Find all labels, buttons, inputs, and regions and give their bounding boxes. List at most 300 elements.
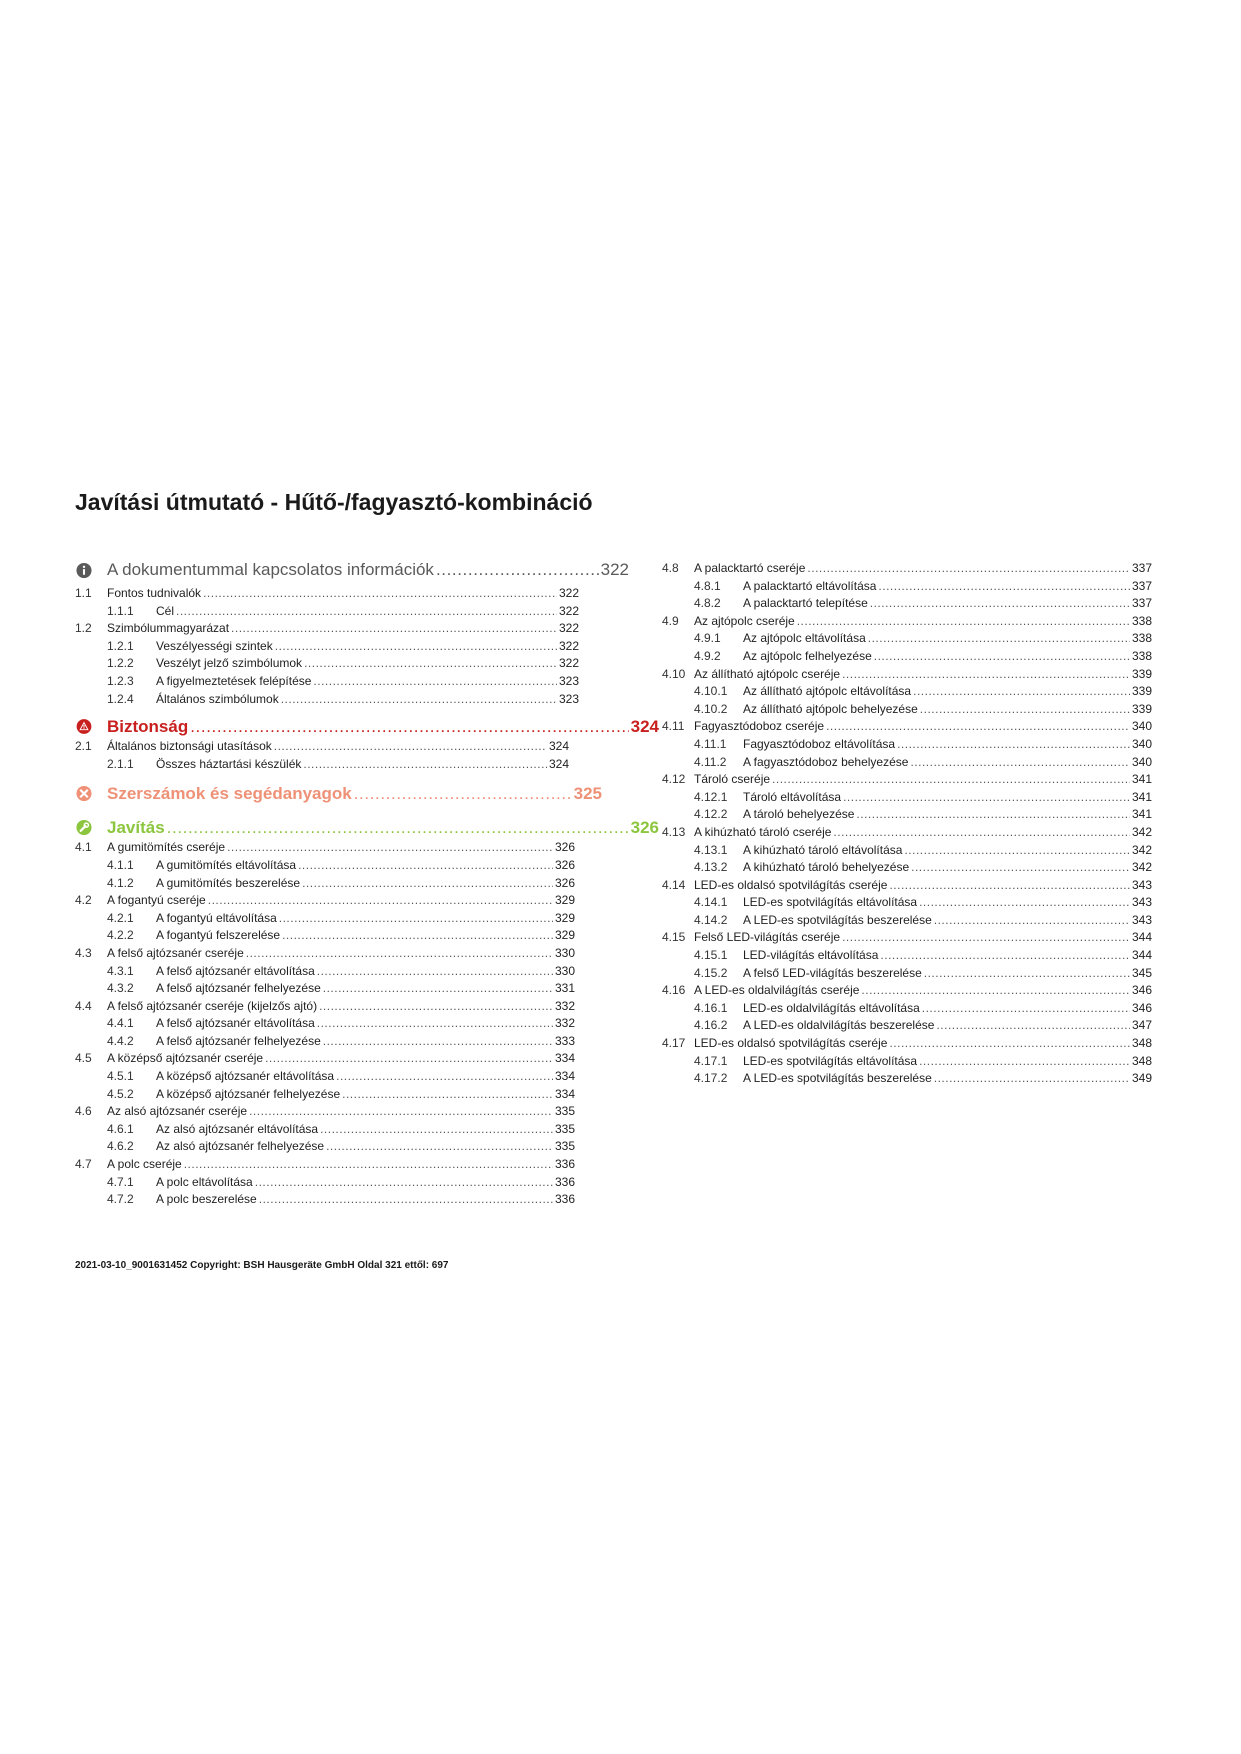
entry-page: 348 [1131, 1053, 1152, 1068]
toc-entry[interactable] [75, 840, 655, 858]
leader-dots [913, 684, 1130, 698]
entry-number: 4.5 [75, 1051, 92, 1066]
entry-title: A fogantyú felszerelése [156, 928, 281, 943]
toc-entry[interactable] [75, 911, 655, 929]
toc-entry[interactable] [662, 1001, 1172, 1019]
entry-page: 336 [554, 1174, 575, 1189]
toc-entry[interactable] [75, 981, 655, 999]
leader-dots [282, 928, 553, 942]
leader-dots [231, 621, 557, 635]
entry-page: 343 [1131, 895, 1152, 910]
entry-title: LED-es spotvilágítás eltávolítása [743, 895, 918, 910]
entry-title: A fogantyú cseréje [107, 893, 206, 908]
toc-entry[interactable] [662, 561, 1172, 579]
entry-page: 329 [554, 893, 575, 908]
leader-dots [842, 930, 1130, 944]
toc-entry[interactable] [75, 1051, 655, 1069]
leader-dots [184, 1157, 553, 1171]
entry-title: A polc eltávolítása [156, 1174, 253, 1189]
entry-title: A LED-es oldalvilágítás cseréje [694, 983, 860, 998]
entry-number: 4.17 [662, 1036, 686, 1051]
entry-page: 326 [554, 875, 575, 890]
entry-number: 4.8.1 [694, 578, 721, 593]
entry-number: 4.13.2 [694, 860, 728, 875]
toc-entry[interactable] [662, 790, 1172, 808]
toc-entry[interactable] [75, 999, 655, 1017]
entry-number: 4.11.2 [694, 754, 727, 769]
toc-entry[interactable] [75, 604, 655, 622]
entry-page: 340 [1131, 736, 1152, 751]
entry-title: Az alsó ajtózsanér eltávolítása [156, 1121, 319, 1136]
entry-page: 330 [554, 945, 575, 960]
toc-entry[interactable] [662, 719, 1172, 737]
entry-number: 4.4.1 [107, 1016, 134, 1031]
chapter-info[interactable] [75, 560, 655, 586]
info-icon [76, 562, 92, 578]
leader-dots [354, 784, 572, 804]
toc-entry[interactable] [75, 893, 655, 911]
entry-page: 345 [1131, 965, 1152, 980]
safety-entries [75, 739, 655, 774]
chapter-safety[interactable] [75, 717, 659, 739]
leader-dots [303, 757, 547, 771]
entry-title: Szimbólummagyarázat [107, 621, 230, 636]
entry-page: 338 [1131, 648, 1152, 663]
leader-dots [934, 913, 1130, 927]
chapter-tools[interactable] [75, 784, 655, 806]
entry-title: A palacktartó cseréje [694, 561, 806, 575]
leader-dots [797, 614, 1130, 628]
entry-title: LED-világítás eltávolítása [743, 948, 879, 963]
entry-page: 344 [1131, 930, 1152, 945]
chapter-title: Javítás [107, 818, 165, 838]
entry-page: 347 [1131, 1018, 1152, 1033]
toc-entry[interactable] [662, 649, 1172, 667]
entry-title: Tároló cseréje [694, 772, 771, 787]
repair-entries-right [662, 561, 1172, 1089]
entry-number: 4.7 [75, 1157, 92, 1172]
leader-dots [313, 674, 557, 688]
entry-title: A felső ajtózsanér cseréje (kijelzős ajtó) [107, 998, 318, 1013]
leader-dots [323, 1034, 553, 1048]
leader-dots [227, 840, 553, 854]
entry-number: 4.8 [662, 561, 679, 575]
entry-number: 4.2 [75, 893, 92, 908]
toc-entry[interactable] [75, 1087, 655, 1105]
entry-title: A LED-es spotvilágítás beszerelése [743, 912, 932, 927]
leader-dots [249, 1104, 553, 1118]
entry-page: 341 [1131, 807, 1152, 822]
entry-number: 4.1 [75, 840, 92, 855]
leader-dots [190, 717, 628, 737]
entry-page: 335 [554, 1121, 575, 1136]
entry-page: 322 [558, 656, 579, 671]
toc-left-column [75, 560, 659, 1210]
leader-dots [255, 1175, 553, 1189]
entry-page: 335 [554, 1139, 575, 1154]
entry-title: A tároló behelyezése [743, 807, 855, 822]
toc-entry[interactable] [662, 930, 1172, 948]
entry-number: 1.2.4 [107, 691, 134, 706]
entry-page: 322 [558, 586, 579, 600]
toc-entry[interactable] [662, 684, 1172, 702]
entry-number: 4.8.2 [694, 596, 721, 611]
entry-number: 4.2.2 [107, 928, 134, 943]
entry-page: 340 [1131, 754, 1152, 769]
leader-dots [878, 579, 1130, 593]
entry-page: 339 [1131, 701, 1152, 716]
entry-title: Veszélyt jelző szimbólumok [156, 656, 303, 671]
entry-title: Felső LED-világítás cseréje [694, 930, 841, 945]
toc-entry[interactable] [662, 702, 1172, 720]
entry-title: Veszélyességi szintek [156, 638, 273, 653]
entry-number: 4.10.2 [694, 701, 728, 716]
entry-title: A felső ajtózsanér eltávolítása [156, 963, 315, 978]
toc-entry[interactable] [75, 656, 655, 674]
entry-title: A LED-es oldalvilágítás beszerelése [743, 1018, 935, 1033]
leader-dots [259, 1192, 553, 1206]
entry-title: Általános szimbólumok [156, 691, 279, 706]
leader-dots [342, 1087, 553, 1101]
entry-title: LED-es oldalsó spotvilágítás cseréje [694, 1036, 888, 1051]
toc-entry[interactable] [75, 621, 655, 639]
entry-title: Összes háztartási készülék [156, 756, 302, 771]
entry-title: A felső ajtózsanér felhelyezése [156, 981, 321, 996]
toc-entry[interactable] [662, 966, 1172, 984]
toc-entry[interactable] [662, 895, 1172, 913]
entry-title: A felső ajtózsanér cseréje [107, 945, 244, 960]
entry-number: 1.2.3 [107, 673, 134, 688]
chapter-title: A dokumentummal kapcsolatos információk [107, 560, 434, 579]
entry-number: 4.7.1 [107, 1174, 134, 1189]
leader-dots [856, 807, 1130, 821]
entry-title: A fagyasztódoboz behelyezése [743, 754, 909, 769]
info-entries [75, 586, 655, 709]
leader-dots [317, 1016, 553, 1030]
entry-number: 4.1.2 [107, 875, 134, 890]
entry-title: Az állítható ajtópolc behelyezése [743, 701, 918, 716]
entry-page: 324 [548, 756, 569, 771]
toc-entry[interactable] [75, 1175, 655, 1193]
entry-page: 330 [554, 963, 575, 978]
leader-dots [924, 966, 1130, 980]
toc-entry[interactable] [75, 1016, 655, 1034]
toc-entry[interactable] [75, 964, 655, 982]
entry-number: 4.11.1 [694, 736, 727, 751]
entry-number: 4.15.2 [694, 965, 728, 980]
entry-number: 4.3.1 [107, 963, 134, 978]
entry-page: 335 [554, 1104, 575, 1119]
entry-title: Az ajtópolc eltávolítása [743, 631, 866, 646]
leader-dots [319, 999, 553, 1013]
entry-number: 1.2.2 [107, 656, 134, 671]
toc-entry[interactable] [662, 878, 1172, 896]
toc-entry[interactable] [75, 1069, 655, 1087]
entry-page: 337 [1131, 578, 1152, 593]
entry-number: 4.13.1 [694, 842, 728, 857]
leader-dots [167, 818, 629, 838]
entry-title: A LED-es spotvilágítás beszerelése [743, 1071, 932, 1086]
toc-entry[interactable] [662, 667, 1172, 685]
toc-entry[interactable] [75, 1122, 655, 1140]
toc-entry[interactable] [75, 739, 655, 757]
toc-entry[interactable] [662, 983, 1172, 1001]
leader-dots [274, 739, 547, 753]
toc-entry[interactable] [75, 586, 655, 604]
entry-title: Az állítható ajtópolc cseréje [694, 666, 841, 681]
toc-entry[interactable] [662, 1018, 1172, 1036]
entry-title: Fontos tudnivalók [107, 586, 202, 600]
leader-dots [934, 1071, 1130, 1085]
entry-title: A gumitömítés beszerelése [156, 875, 301, 890]
leader-dots [868, 631, 1130, 645]
entry-page: 322 [558, 638, 579, 653]
leader-dots [936, 1018, 1130, 1032]
entry-number: 4.3 [75, 945, 92, 960]
entry-number: 4.1.1 [107, 857, 134, 872]
entry-number: 4.17.2 [694, 1071, 728, 1086]
entry-number: 4.9.2 [694, 648, 721, 663]
entry-page: 343 [1131, 912, 1152, 927]
entry-page: 329 [554, 928, 575, 943]
chapter-title: Szerszámok és segédanyagok [107, 784, 352, 804]
page-footer: 2021-03-10_9001631452 Copyright: BSH Hausgeräte GmbH Oldal 321 ettől: 697 [75, 1260, 449, 1271]
leader-dots [436, 560, 599, 580]
leader-dots [826, 719, 1130, 733]
leader-dots [897, 737, 1130, 751]
entry-page: 322 [558, 603, 579, 618]
toc-entry[interactable] [75, 757, 655, 775]
toc-entry[interactable] [662, 596, 1172, 614]
entry-page: 332 [554, 1016, 575, 1031]
leader-dots [279, 911, 553, 925]
entry-number: 4.5.1 [107, 1069, 134, 1084]
entry-page: 337 [1131, 596, 1152, 611]
toc-entry[interactable] [662, 948, 1172, 966]
entry-number: 4.10.1 [694, 684, 728, 699]
entry-number: 4.2.1 [107, 910, 134, 925]
entry-page: 331 [554, 981, 575, 996]
toc-entry[interactable] [75, 876, 655, 894]
entry-title: A kihúzható tároló behelyezése [743, 860, 910, 875]
toc-entry[interactable] [75, 1034, 655, 1052]
chapter-title: Biztonság [107, 717, 189, 737]
leader-dots [336, 1069, 553, 1083]
entry-page: 337 [1131, 561, 1152, 575]
entry-title: Fagyasztódoboz cseréje [694, 719, 825, 734]
entry-number: 2.1.1 [107, 756, 134, 771]
page-title: Javítási útmutató - Hűtő-/fagyasztó-kombináció [75, 489, 593, 515]
entry-title: A kihúzható tároló eltávolítása [743, 842, 903, 857]
entry-title: Fagyasztódoboz eltávolítása [743, 736, 896, 751]
entry-page: 326 [554, 857, 575, 872]
entry-number: 4.4.2 [107, 1033, 134, 1048]
entry-page: 326 [554, 840, 575, 855]
entry-page: 342 [1131, 860, 1152, 875]
entry-page: 334 [554, 1069, 575, 1084]
leader-dots [911, 860, 1130, 874]
toc-entry[interactable] [662, 579, 1172, 597]
toc-entry[interactable] [75, 1139, 655, 1157]
toc-entry[interactable] [662, 825, 1172, 843]
leader-dots [833, 825, 1130, 839]
entry-page: 338 [1131, 613, 1152, 628]
entry-page: 336 [554, 1192, 575, 1207]
toc-entry[interactable] [75, 1157, 655, 1175]
entry-title: A polc beszerelése [156, 1192, 257, 1207]
entry-page: 346 [1131, 1000, 1152, 1015]
entry-title: Az ajtópolc cseréje [694, 613, 795, 628]
entry-title: A palacktartó eltávolítása [743, 578, 877, 593]
toc-entry[interactable] [662, 1071, 1172, 1089]
entry-page: 339 [1131, 666, 1152, 681]
toc-entry[interactable] [75, 692, 655, 710]
leader-dots [904, 843, 1130, 857]
leader-dots [880, 948, 1130, 962]
toc-entry[interactable] [662, 807, 1172, 825]
entry-number: 4.14 [662, 877, 686, 892]
entry-page: 329 [554, 910, 575, 925]
toc-entry[interactable] [662, 614, 1172, 632]
chapter-page: 322 [600, 560, 629, 579]
entry-title: A kihúzható tároló cseréje [694, 824, 832, 839]
entry-page: 323 [558, 673, 579, 688]
entry-title: A figyelmeztetések felépítése [156, 673, 312, 688]
entry-title: A gumitömítés eltávolítása [156, 857, 297, 872]
toc-entry[interactable] [75, 639, 655, 657]
entry-page: 323 [558, 691, 579, 706]
entry-number: 4.10 [662, 666, 686, 681]
entry-number: 4.16.1 [694, 1000, 728, 1015]
leader-dots [323, 981, 553, 995]
entry-title: Általános biztonsági utasítások [107, 739, 272, 754]
entry-title: A középső ajtózsanér felhelyezése [156, 1086, 341, 1101]
toc-entry[interactable] [662, 843, 1172, 861]
toc-entry[interactable] [75, 1104, 655, 1122]
entry-title: A polc cseréje [107, 1157, 182, 1172]
toc-entry[interactable] [662, 755, 1172, 773]
leader-dots [889, 1036, 1130, 1050]
entry-page: 324 [548, 739, 569, 754]
entry-number: 1.1 [75, 586, 92, 600]
entry-page: 344 [1131, 948, 1152, 963]
wrench-icon [76, 819, 92, 835]
entry-number: 4.6.2 [107, 1139, 134, 1154]
entry-page: 342 [1131, 824, 1152, 839]
entry-number: 4.9 [662, 613, 679, 628]
toc-entry[interactable] [75, 928, 655, 946]
entry-title: LED-es oldalvilágítás eltávolítása [743, 1000, 920, 1015]
leader-dots [842, 667, 1130, 681]
leader-dots [861, 983, 1130, 997]
entry-page: 339 [1131, 684, 1152, 699]
entry-page: 332 [554, 998, 575, 1013]
toc-entry[interactable] [75, 1192, 655, 1210]
entry-number: 4.17.1 [694, 1053, 728, 1068]
toc-entry[interactable] [75, 858, 655, 876]
leader-dots [807, 561, 1130, 575]
toc-entry[interactable] [662, 913, 1172, 931]
toc-entry[interactable] [662, 1054, 1172, 1072]
entry-title: LED-es oldalsó spotvilágítás cseréje [694, 877, 888, 892]
entry-number: 4.15 [662, 930, 686, 945]
leader-dots [203, 586, 557, 600]
tools-icon [76, 785, 92, 801]
entry-page: 346 [1131, 983, 1152, 998]
entry-number: 4.15.1 [694, 948, 728, 963]
leader-dots [326, 1139, 553, 1153]
leader-dots [246, 946, 553, 960]
entry-number: 4.14.1 [694, 895, 728, 910]
entry-page: 343 [1131, 877, 1152, 892]
leader-dots [889, 878, 1130, 892]
entry-title: A palacktartó telepítése [743, 596, 868, 611]
warning-icon [76, 718, 92, 734]
leader-dots [919, 895, 1130, 909]
entry-title: A középső ajtózsanér cseréje [107, 1051, 264, 1066]
leader-dots [317, 964, 553, 978]
entry-number: 4.5.2 [107, 1086, 134, 1101]
toc-entry[interactable] [75, 674, 655, 692]
entry-number: 4.6 [75, 1104, 92, 1119]
entry-number: 4.16 [662, 983, 686, 998]
leader-dots [320, 1122, 553, 1136]
toc-entry[interactable] [662, 737, 1172, 755]
leader-dots [920, 702, 1130, 716]
toc-entry[interactable] [662, 772, 1172, 790]
entry-page: 334 [554, 1086, 575, 1101]
toc-entry[interactable] [662, 631, 1172, 649]
leader-dots [304, 656, 557, 670]
entry-number: 4.4 [75, 998, 92, 1013]
entry-title: A felső ajtózsanér felhelyezése [156, 1033, 321, 1048]
entry-number: 4.14.2 [694, 912, 728, 927]
entry-page: 341 [1131, 772, 1152, 787]
chapter-repair[interactable] [75, 818, 659, 840]
leader-dots [919, 1054, 1130, 1068]
entry-title: Az állítható ajtópolc eltávolítása [743, 684, 912, 699]
entry-title: A fogantyú eltávolítása [156, 910, 277, 925]
entry-page: 340 [1131, 719, 1152, 734]
leader-dots [275, 639, 557, 653]
chapter-page: 324 [630, 717, 659, 737]
entry-title: A középső ajtózsanér eltávolítása [156, 1069, 335, 1084]
entry-title: A felső ajtózsanér eltávolítása [156, 1016, 315, 1031]
leader-dots [176, 604, 557, 618]
leader-dots [843, 790, 1130, 804]
toc-entry[interactable] [662, 860, 1172, 878]
entry-number: 4.12.2 [694, 807, 728, 822]
leader-dots [870, 596, 1130, 610]
toc-entry[interactable] [662, 1036, 1172, 1054]
entry-number: 4.13 [662, 824, 686, 839]
entry-page: 348 [1131, 1036, 1152, 1051]
entry-title: LED-es spotvilágítás eltávolítása [743, 1053, 918, 1068]
entry-page: 334 [554, 1051, 575, 1066]
leader-dots [874, 649, 1130, 663]
toc-right-column [662, 561, 1172, 1089]
leader-dots [265, 1051, 553, 1065]
entry-number: 4.3.2 [107, 981, 134, 996]
entry-page: 322 [558, 621, 579, 636]
entry-number: 2.1 [75, 739, 92, 754]
leader-dots [922, 1001, 1130, 1015]
toc-entry[interactable] [75, 946, 655, 964]
leader-dots [298, 858, 553, 872]
entry-number: 4.16.2 [694, 1018, 728, 1033]
entry-number: 4.7.2 [107, 1192, 134, 1207]
repair-entries-left [75, 840, 655, 1209]
